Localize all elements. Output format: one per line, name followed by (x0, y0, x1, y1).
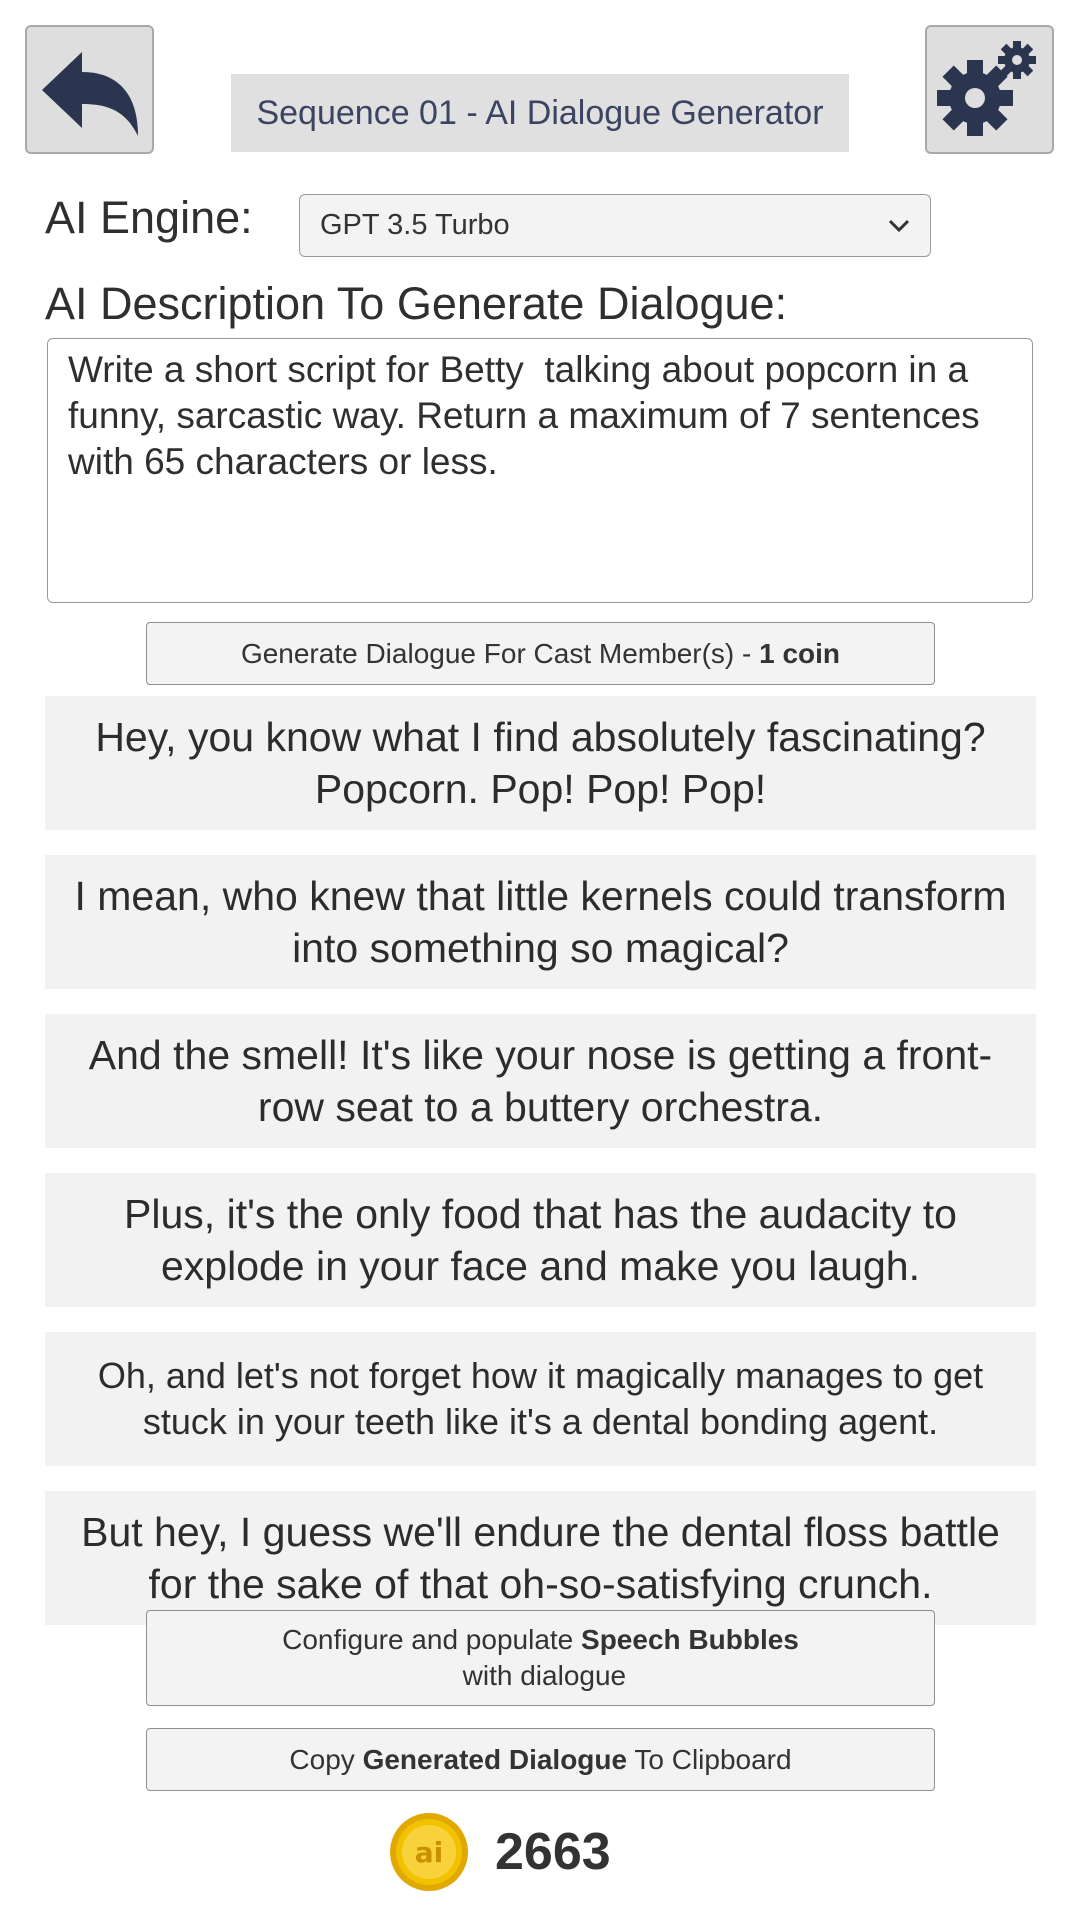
generate-dialogue-button[interactable] (146, 622, 935, 685)
back-button[interactable] (25, 25, 154, 154)
config-button-label: Configure and populate Speech Bubbles with dialogue (282, 1624, 799, 1691)
gear-icon (937, 40, 1043, 140)
description-label: AI Description To Generate Dialogue: (45, 278, 788, 329)
dialogue-line[interactable]: Hey, you know what I find absolutely fascinating? Popcorn. Pop! Pop! Pop! (45, 696, 1036, 830)
description-textarea[interactable]: Write a short script for Betty talking about popcorn in a funny, sarcastic way. Return a maximum of 7 sentences with 65 characters or less. (47, 338, 1033, 603)
coin-count: 2663 (495, 1823, 611, 1881)
settings-button[interactable] (925, 25, 1054, 154)
dialogue-line[interactable]: Oh, and let's not forget how it magically manages to get stuck in your teeth like it's a dental bonding agent. (45, 1332, 1036, 1466)
engine-label: AI Engine: (45, 192, 253, 243)
generate-button-text: Generate Dialogue For Cast Member(s) - (240, 637, 760, 669)
dialogue-line[interactable]: Plus, it's the only food that has the audacity to explode in your face and make you laugh. (45, 1173, 1036, 1307)
generate-button-cost: 1 coin (759, 637, 841, 669)
engine-selected-value: GPT 3.5 Turbo (320, 209, 510, 241)
dialogue-line[interactable]: And the smell! It's like your nose is getting a front-row seat to a buttery orchestra. (45, 1014, 1036, 1148)
copy-button-label: Copy Generated Dialogue To Clipboard (289, 1743, 792, 1775)
configure-speech-bubbles-button[interactable] (146, 1610, 935, 1706)
dialogue-list[interactable] (45, 696, 1036, 1607)
dialogue-line[interactable]: But hey, I guess we'll endure the dental floss battle for the sake of that oh-so-satisfying crunch. (45, 1491, 1036, 1625)
coin-icon (389, 1812, 469, 1892)
coin-balance (389, 1812, 611, 1892)
coin-icon-text: ai (414, 1836, 444, 1869)
back-arrow-icon (38, 42, 142, 138)
engine-select[interactable] (299, 194, 931, 257)
copy-dialogue-button[interactable] (146, 1728, 935, 1791)
chevron-down-icon (886, 213, 912, 239)
page-title: Sequence 01 - AI Dialogue Generator (231, 74, 849, 152)
dialogue-line[interactable]: I mean, who knew that little kernels could transform into something so magical? (45, 855, 1036, 989)
